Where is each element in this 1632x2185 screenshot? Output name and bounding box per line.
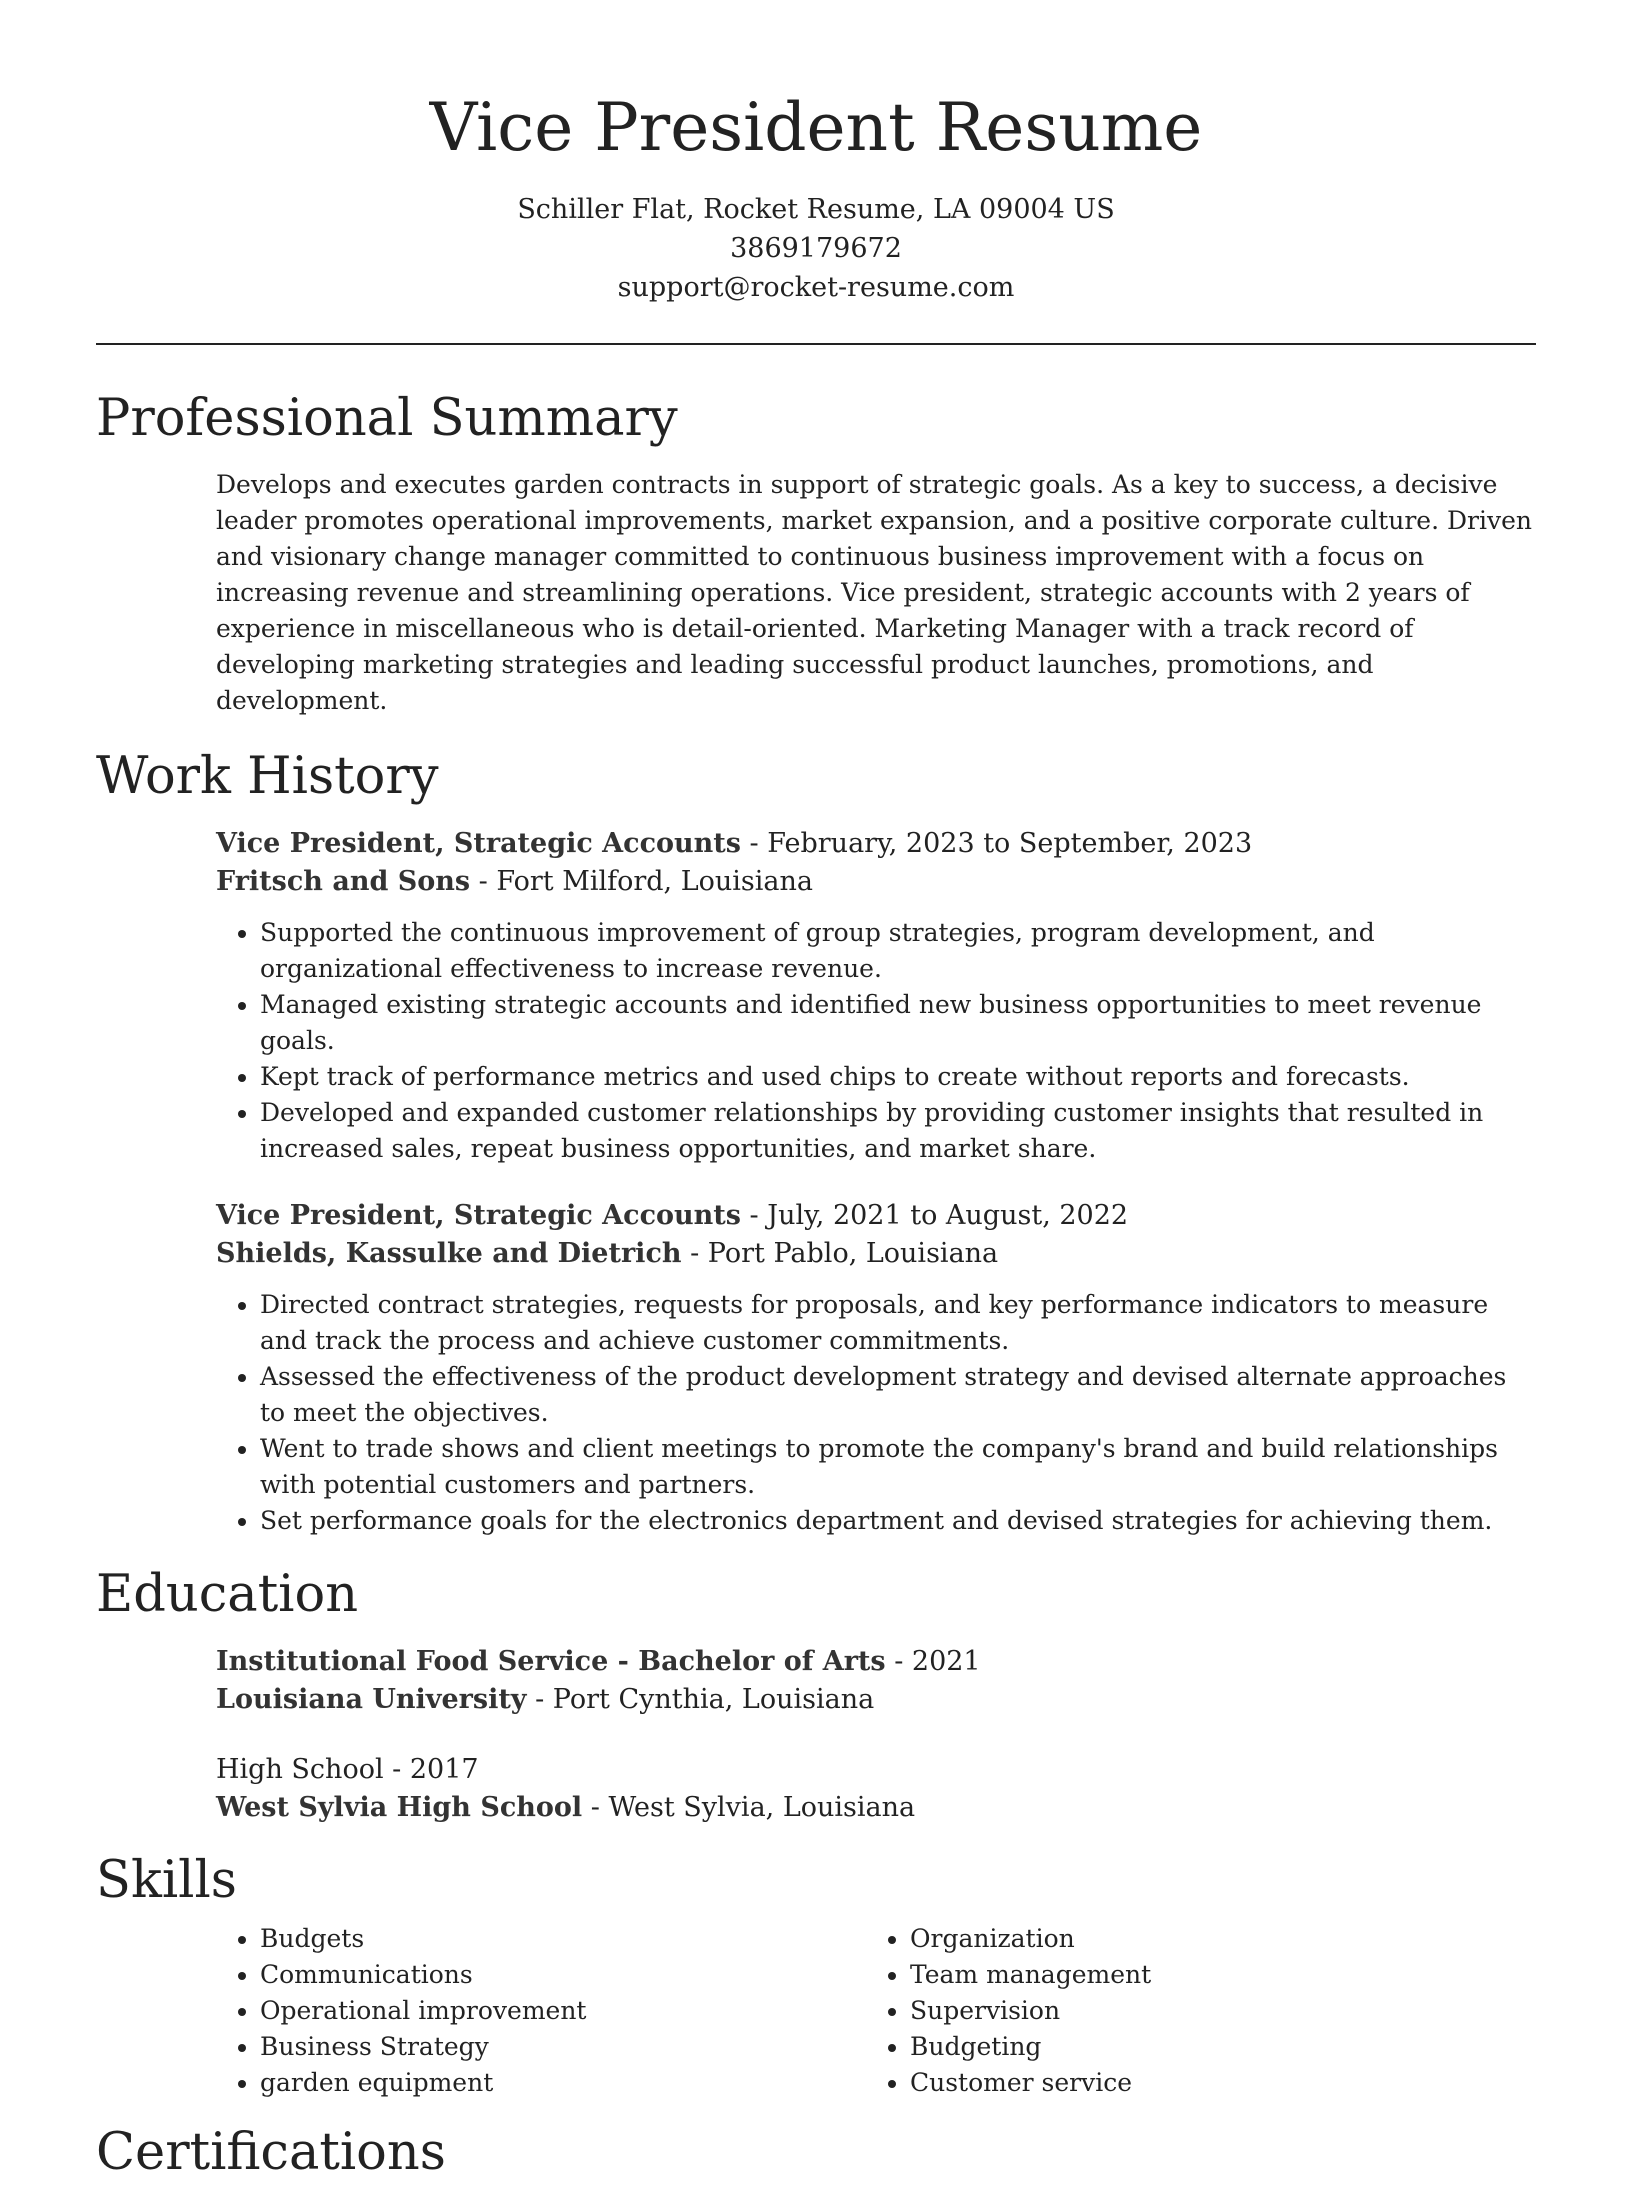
certifications-heading: Certifications bbox=[96, 2123, 446, 2182]
list-item: • Directed contract strategies, requests for proposals, and key performance indicators to measure and track the process and achieve customer commitments. bbox=[260, 1287, 1536, 1359]
skills-list bbox=[866, 1921, 1516, 2101]
job-company-line bbox=[216, 863, 1536, 901]
summary-section bbox=[96, 387, 1536, 719]
summary-heading: Professional Summary bbox=[96, 389, 678, 448]
list-item: • Managed existing strategic accounts and identified new business opportunities to meet revenue goals. bbox=[260, 987, 1536, 1059]
job-dates: - July, 2021 to August, 2022 bbox=[740, 1200, 1129, 1231]
job-bullets bbox=[216, 915, 1536, 1167]
list-item: • Kept track of performance metrics and used chips to create without reports and forecasts. bbox=[260, 1059, 1536, 1095]
job-company: Shields, Kassulke and Dietrich bbox=[216, 1238, 682, 1269]
school-location: - West Sylvia, Louisiana bbox=[582, 1792, 916, 1823]
skills-column-right bbox=[866, 1921, 1516, 2101]
header-divider bbox=[96, 343, 1536, 345]
job-entry bbox=[216, 825, 1536, 1167]
list-item: • Developed and expanded customer relationships by providing customer insights that resulted in increased sales, repeat business opportunities, and market share. bbox=[260, 1095, 1536, 1167]
school-line bbox=[216, 1789, 1536, 1827]
skills-heading: Skills bbox=[96, 1851, 237, 1910]
degree: High School bbox=[216, 1754, 384, 1785]
job-title-line bbox=[216, 825, 1536, 863]
job-dates: - February, 2023 to September, 2023 bbox=[740, 828, 1253, 859]
job-title-line bbox=[216, 1197, 1536, 1235]
contact-block bbox=[96, 190, 1536, 307]
list-item: • Budgeting bbox=[910, 2029, 1516, 2065]
degree-year: - 2021 bbox=[885, 1646, 981, 1677]
list-item: • Business Strategy bbox=[260, 2029, 866, 2065]
list-item: • Organization bbox=[910, 1921, 1516, 1957]
list-item: • Communications bbox=[260, 1957, 866, 1993]
job-bullets bbox=[216, 1287, 1536, 1539]
school-line bbox=[216, 1681, 1536, 1719]
school: West Sylvia High School bbox=[216, 1792, 583, 1823]
contact-address: Schiller Flat, Rocket Resume, LA 09004 US bbox=[517, 194, 1115, 225]
skills-columns bbox=[216, 1921, 1536, 2101]
education-section bbox=[96, 1563, 1536, 1827]
list-item: • Supervision bbox=[910, 1993, 1516, 2029]
job-title: Vice President, Strategic Accounts bbox=[216, 828, 741, 859]
school: Louisiana University bbox=[216, 1684, 527, 1715]
list-item: • Team management bbox=[910, 1957, 1516, 1993]
list-item: • Assessed the effectiveness of the product development strategy and devised alternate approaches to meet the objectives. bbox=[260, 1359, 1536, 1431]
work-history-heading: Work History bbox=[96, 747, 439, 806]
list-item: • Budgets bbox=[260, 1921, 866, 1957]
contact-phone: 3869179672 bbox=[730, 233, 902, 264]
job-entry bbox=[216, 1197, 1536, 1539]
skills-section bbox=[96, 1849, 1536, 2101]
skills-column-left bbox=[216, 1921, 866, 2101]
list-item: • Went to trade shows and client meetings to promote the company's brand and build relationships with potential customers and partners. bbox=[260, 1431, 1536, 1503]
list-item: • Customer service bbox=[910, 2065, 1516, 2101]
degree-line bbox=[216, 1751, 1536, 1789]
work-history-section bbox=[96, 745, 1536, 1539]
resume-page bbox=[96, 0, 1536, 2185]
degree: Institutional Food Service - Bachelor of Arts bbox=[216, 1646, 886, 1677]
job-location: - Fort Milford, Louisiana bbox=[470, 866, 814, 897]
contact-email[interactable]: support@rocket-resume.com bbox=[617, 272, 1015, 303]
certifications-section bbox=[96, 2121, 1536, 2185]
job-company-line bbox=[216, 1235, 1536, 1273]
page-title: Vice President Resume bbox=[429, 89, 1203, 166]
job-title: Vice President, Strategic Accounts bbox=[216, 1200, 741, 1231]
degree-year: - 2017 bbox=[383, 1754, 479, 1785]
job-location: - Port Pablo, Louisiana bbox=[681, 1238, 999, 1269]
education-entry bbox=[216, 1751, 1536, 1827]
school-location: - Port Cynthia, Louisiana bbox=[526, 1684, 875, 1715]
education-heading: Education bbox=[96, 1565, 359, 1624]
degree-line bbox=[216, 1643, 1536, 1681]
education-entry bbox=[216, 1643, 1536, 1719]
summary-text: Develops and executes garden contracts in support of strategic goals. As a key to success, a decisive leader promotes operational improvements, market expansion, and a positive corporate culture. Driven and visionary change manager committed to continuous business improvement with a focus on increasing revenue and streamlining operations. Vice president, strategic accounts with 2 years of experience in miscellaneous who is detail-oriented. Marketing Manager with a track record of developing marketing strategies and leading successful product launches, promotions, and development. bbox=[216, 470, 1532, 715]
list-item: • Operational improvement bbox=[260, 1993, 866, 2029]
list-item: • garden equipment bbox=[260, 2065, 866, 2101]
resume-header bbox=[96, 0, 1536, 307]
list-item: • Set performance goals for the electronics department and devised strategies for achieving them. bbox=[260, 1503, 1536, 1539]
list-item: • Supported the continuous improvement of group strategies, program development, and organizational effectiveness to increase revenue. bbox=[260, 915, 1536, 987]
job-company: Fritsch and Sons bbox=[216, 866, 471, 897]
skills-list bbox=[216, 1921, 866, 2101]
